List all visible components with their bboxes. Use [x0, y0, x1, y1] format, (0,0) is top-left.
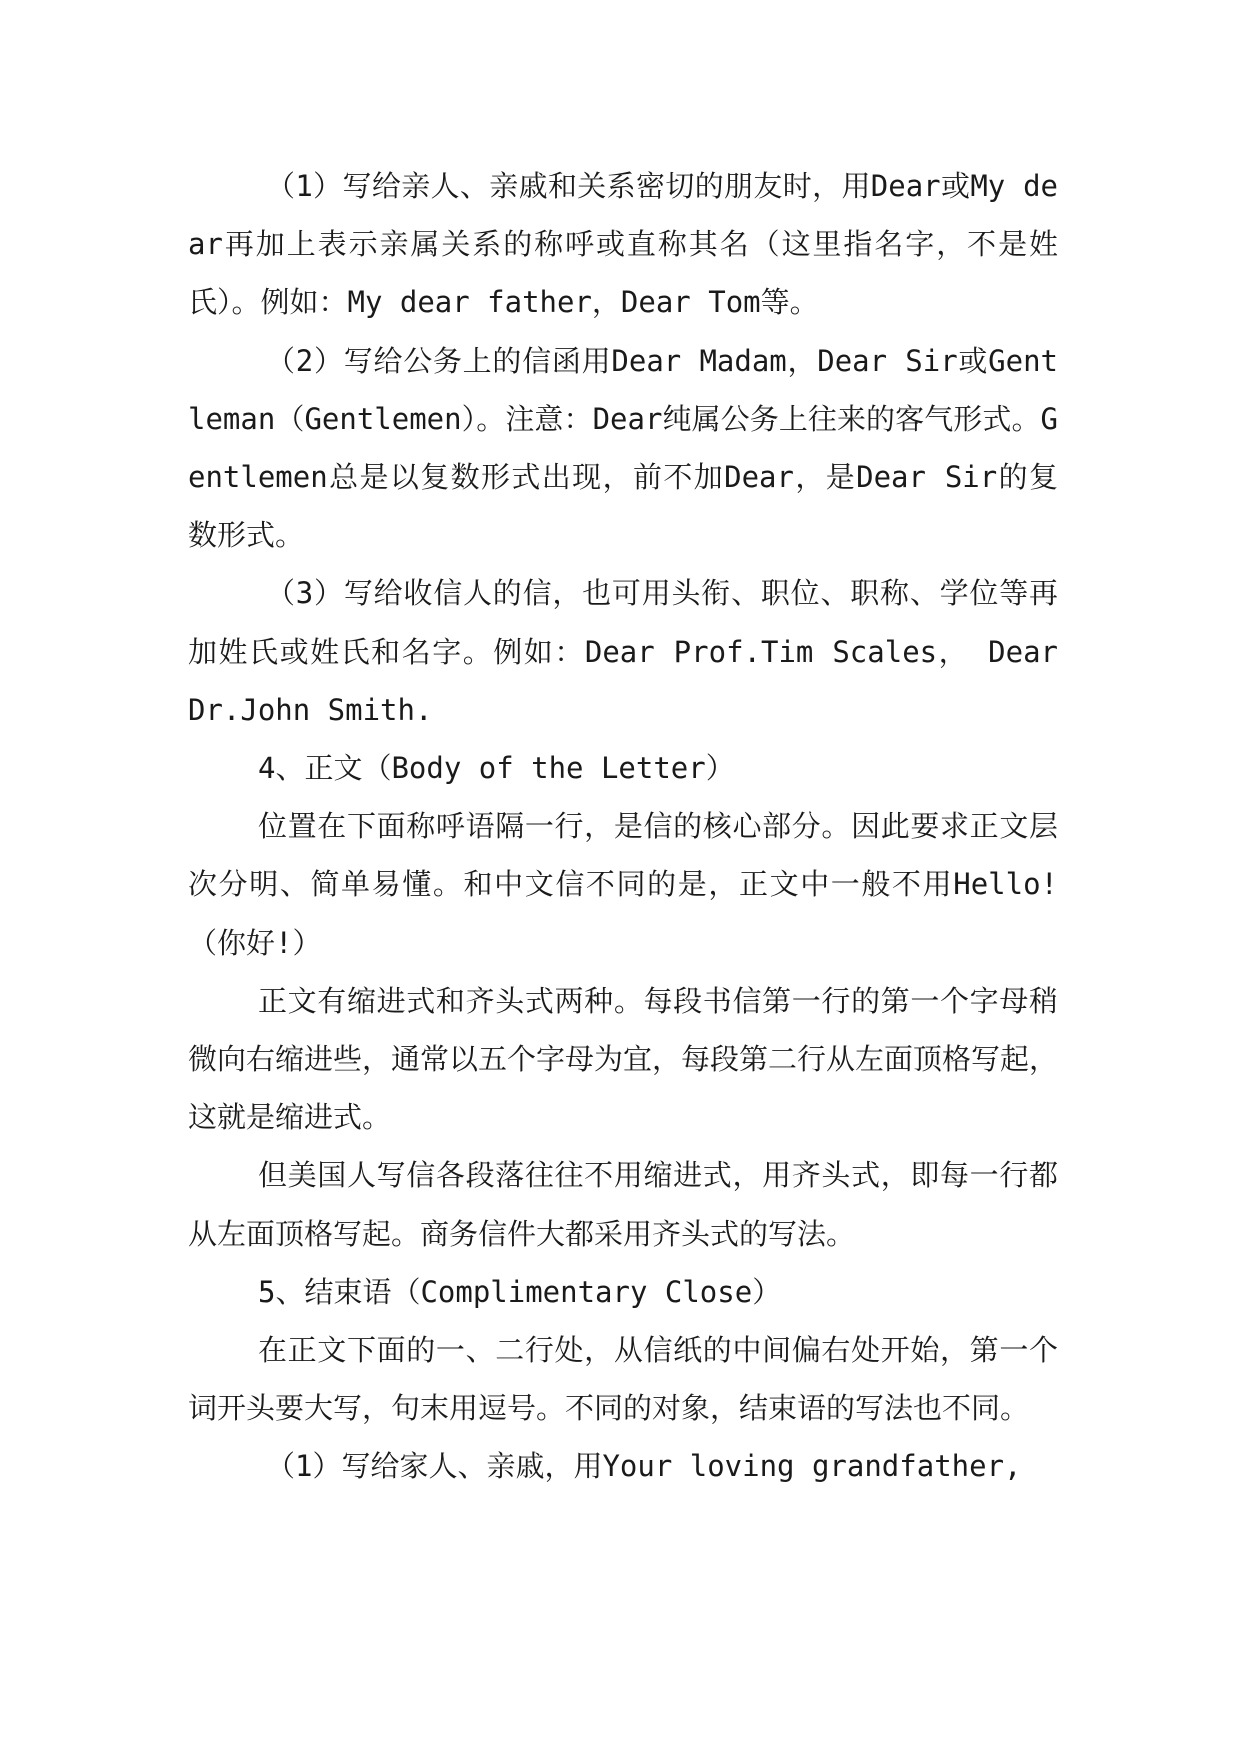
paragraph-close-family: （1）写给家人、亲戚，用Your loving grandfather, [266, 1449, 1022, 1484]
paragraph-indented-style: 正文有缩进式和齐头式两种。每段书信第一行的第一个字母稍微向右缩进些，通常以五个字母为宜，每段第二行从左面顶格写起，这就是缩进式。 [188, 983, 1059, 1135]
paragraph-block-style: 但美国人写信各段落往往不用缩进式，用齐头式，即每一行都从左面顶格写起。商务信件大都采用齐头式的写法。 [188, 1158, 1058, 1251]
section-heading-body: 4、正文（Body of the Letter） [258, 751, 735, 786]
paragraph-close-position: 在正文下面的一、二行处，从信纸的中间偏右处开始，第一个词开头要大写，句末用逗号。不同的对象，结束语的写法也不同。 [188, 1333, 1058, 1426]
paragraph-body-position: 位置在下面称呼语隔一行，是信的核心部分。因此要求正文层次分明、简单易懂。和中文信不同的是，正文中一般不用Hello!（你好!） [188, 809, 1058, 960]
paragraph-salutation-relatives: （1）写给亲人、亲戚和关系密切的朋友时，用Dear或My dear再加上表示亲属关系的称呼或直称其名（这里指名字，不是姓氏）。例如：My dear father，Dear Tom等。 [188, 169, 1058, 320]
document-body [188, 157, 1058, 1496]
paragraph-salutation-titles: （3）写给收信人的信，也可用头衔、职位、职称、学位等再加姓氏或姓氏和名字。例如：Dear Prof.Tim Scales， Dear Dr.John Smith. [188, 576, 1058, 727]
paragraph-salutation-business: （2）写给公务上的信函用Dear Madam，Dear Sir或Gentleman（Gentlemen）。注意：Dear纯属公务上往来的客气形式。Gentlemen总是以复数形式出现，前不加Dear，是Dear Sir的复数形式。 [188, 343, 1058, 553]
section-heading-close: 5、结束语（Complimentary Close） [258, 1274, 782, 1309]
